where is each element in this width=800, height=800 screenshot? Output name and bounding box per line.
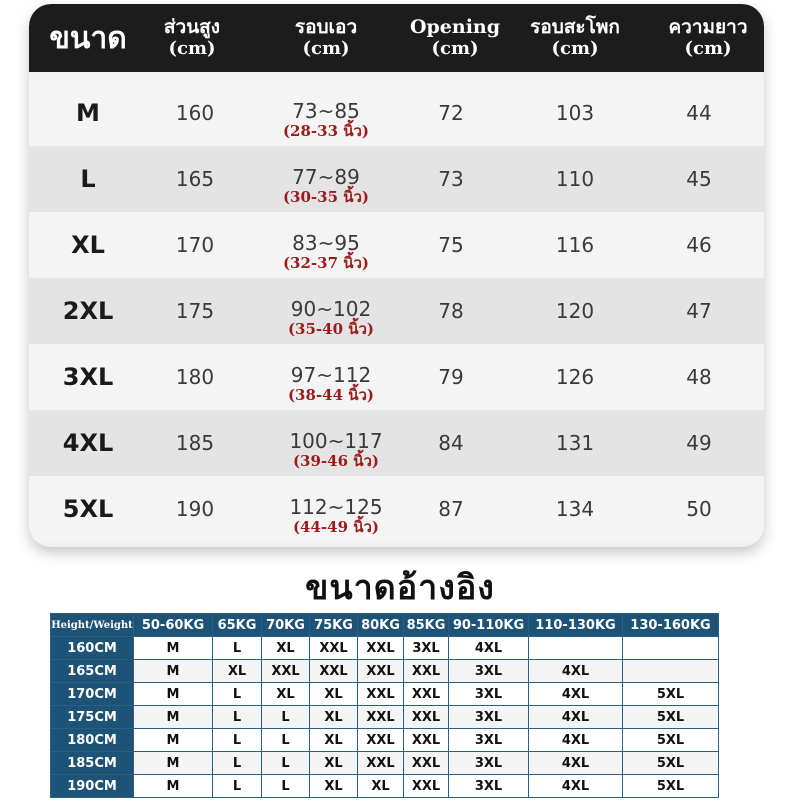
size-cell: 4XL [449, 637, 529, 660]
header-opening [405, 4, 505, 72]
size-cell: XL [310, 775, 358, 798]
reference-row [51, 637, 719, 660]
reference-size-table [50, 613, 719, 798]
size-cell: XL [310, 683, 358, 706]
height-row-header: 190CM [51, 775, 134, 798]
size-cell: XXL [404, 683, 449, 706]
size-cell: XXL [358, 729, 404, 752]
size-cell: XL [310, 729, 358, 752]
hip-value: 120 [555, 299, 595, 323]
size-cell: L [262, 706, 310, 729]
waist-value: 97~112 [290, 363, 372, 387]
length-value: 44 [686, 101, 712, 125]
height-row-header: 175CM [51, 706, 134, 729]
reference-row [51, 775, 719, 798]
waist-value: 112~125 [289, 495, 383, 519]
size-cell: XXL [358, 683, 404, 706]
size-cell: 4XL [529, 729, 623, 752]
size-row-4xl [29, 410, 764, 476]
size-cell: XL [262, 637, 310, 660]
header-hip-label: รอบสะโพก [530, 16, 620, 38]
size-cell: XXL [358, 752, 404, 775]
length-value: 49 [686, 431, 712, 455]
size-cell: L [213, 775, 262, 798]
reference-row [51, 729, 719, 752]
size-cell: 3XL [449, 729, 529, 752]
header-waist [266, 4, 386, 72]
header-length [653, 4, 763, 72]
size-cell: 4XL [529, 660, 623, 683]
size-cell: L [213, 706, 262, 729]
size-cell: 4XL [529, 683, 623, 706]
length-value: 46 [686, 233, 712, 257]
hip-value: 116 [555, 233, 595, 257]
opening-value: 87 [438, 497, 464, 521]
reference-row [51, 706, 719, 729]
size-cell: L [213, 683, 262, 706]
size-cell: XL [358, 775, 404, 798]
size-row-3xl [29, 344, 764, 410]
reference-header-row [51, 614, 719, 637]
size-cell [623, 637, 719, 660]
height-value: 175 [175, 299, 215, 323]
size-cell: XXL [310, 637, 358, 660]
size-row-xl [29, 212, 764, 278]
size-cell: XXL [404, 729, 449, 752]
size-cell: L [262, 729, 310, 752]
height-value: 190 [175, 497, 215, 521]
waist-cell [276, 278, 386, 344]
height-value: 160 [175, 101, 215, 125]
waist-inch: (28-33 นิ้ว) [282, 122, 370, 140]
header-opening-label: Opening [409, 16, 501, 38]
waist-cell [276, 146, 376, 212]
height-row-header: 170CM [51, 683, 134, 706]
size-chart-header [29, 4, 764, 72]
size-cell: XL [310, 706, 358, 729]
size-cell: 4XL [529, 706, 623, 729]
waist-value: 73~85 [292, 99, 360, 123]
size-cell: 5XL [623, 683, 719, 706]
size-label: 4XL [62, 429, 114, 457]
waist-cell [276, 344, 386, 410]
reference-corner-label: Height/Weight [51, 614, 134, 637]
waist-value: 90~102 [290, 297, 372, 321]
size-cell: XXL [404, 752, 449, 775]
height-value: 180 [175, 365, 215, 389]
size-row-l [29, 146, 764, 212]
length-value: 47 [686, 299, 712, 323]
size-chart-card [29, 4, 764, 547]
size-cell: XL [262, 683, 310, 706]
opening-value: 73 [438, 167, 464, 191]
length-value: 45 [686, 167, 712, 191]
size-cell: 5XL [623, 752, 719, 775]
length-value: 48 [686, 365, 712, 389]
size-cell: L [213, 729, 262, 752]
weight-column-header: 65KG [213, 614, 262, 637]
waist-cell [276, 476, 396, 542]
hip-value: 131 [555, 431, 595, 455]
weight-column-header: 70KG [262, 614, 310, 637]
size-cell: XXL [262, 660, 310, 683]
size-cell: M [134, 729, 213, 752]
size-cell: 3XL [449, 660, 529, 683]
hip-value: 126 [555, 365, 595, 389]
waist-cell [276, 410, 396, 476]
waist-inch: (32-37 นิ้ว) [282, 254, 370, 272]
waist-inch: (38-44 นิ้ว) [287, 386, 375, 404]
size-cell: 4XL [529, 775, 623, 798]
weight-column-header: 110-130KG [529, 614, 623, 637]
height-value: 185 [175, 431, 215, 455]
size-cell: XXL [358, 660, 404, 683]
waist-cell [276, 212, 376, 278]
header-hip [515, 4, 635, 72]
height-row-header: 180CM [51, 729, 134, 752]
size-cell: XL [213, 660, 262, 683]
size-cell: M [134, 706, 213, 729]
header-opening-unit: (cm) [431, 38, 479, 59]
size-cell: M [134, 775, 213, 798]
opening-value: 72 [438, 101, 464, 125]
size-row-5xl [29, 476, 764, 542]
size-cell: XXL [404, 660, 449, 683]
size-cell: XXL [358, 637, 404, 660]
weight-column-header: 80KG [358, 614, 404, 637]
size-label: M [76, 99, 100, 127]
waist-cell [276, 80, 376, 146]
header-size: ขนาด [49, 20, 127, 56]
size-label: XL [71, 231, 105, 259]
size-label: 5XL [62, 495, 114, 523]
height-value: 170 [175, 233, 215, 257]
size-cell: L [262, 775, 310, 798]
reference-title: ขนาดอ้างอิง [305, 568, 495, 608]
size-cell: 3XL [404, 637, 449, 660]
size-cell: XXL [310, 660, 358, 683]
opening-value: 75 [438, 233, 464, 257]
size-cell: L [262, 752, 310, 775]
waist-inch: (44-49 นิ้ว) [292, 518, 380, 536]
weight-column-header: 50-60KG [134, 614, 213, 637]
size-cell: 5XL [623, 706, 719, 729]
size-cell: M [134, 660, 213, 683]
size-cell: 3XL [449, 775, 529, 798]
height-row-header: 165CM [51, 660, 134, 683]
hip-value: 134 [555, 497, 595, 521]
size-cell: 5XL [623, 775, 719, 798]
size-row-2xl [29, 278, 764, 344]
size-cell [623, 660, 719, 683]
size-label: 2XL [62, 297, 114, 325]
size-cell: M [134, 637, 213, 660]
weight-column-header: 85KG [404, 614, 449, 637]
weight-column-header: 90-110KG [449, 614, 529, 637]
reference-row [51, 683, 719, 706]
size-cell: L [213, 752, 262, 775]
header-height-label: ส่วนสูง [163, 16, 221, 38]
size-cell: 3XL [449, 683, 529, 706]
size-cell: 3XL [449, 752, 529, 775]
size-cell [529, 637, 623, 660]
waist-value: 77~89 [292, 165, 360, 189]
size-cell: L [213, 637, 262, 660]
header-waist-unit: (cm) [302, 38, 350, 59]
height-row-header: 160CM [51, 637, 134, 660]
waist-value: 100~117 [289, 429, 383, 453]
header-hip-unit: (cm) [551, 38, 599, 59]
reference-row [51, 752, 719, 775]
size-cell: XXL [358, 706, 404, 729]
header-height-unit: (cm) [168, 38, 216, 59]
hip-value: 103 [555, 101, 595, 125]
opening-value: 78 [438, 299, 464, 323]
length-value: 50 [686, 497, 712, 521]
header-waist-label: รอบเอว [294, 16, 358, 38]
header-height [147, 4, 237, 72]
size-cell: XL [310, 752, 358, 775]
size-row-m [29, 80, 764, 146]
height-value: 165 [175, 167, 215, 191]
header-length-unit: (cm) [684, 38, 732, 59]
waist-value: 83~95 [292, 231, 360, 255]
waist-inch: (30-35 นิ้ว) [282, 188, 370, 206]
weight-column-header: 75KG [310, 614, 358, 637]
waist-inch: (35-40 นิ้ว) [287, 320, 375, 338]
size-cell: 5XL [623, 729, 719, 752]
size-cell: XXL [404, 706, 449, 729]
waist-inch: (39-46 นิ้ว) [292, 452, 380, 470]
size-cell: XXL [404, 775, 449, 798]
size-cell: M [134, 752, 213, 775]
size-label: 3XL [62, 363, 114, 391]
reference-row [51, 660, 719, 683]
opening-value: 84 [438, 431, 464, 455]
height-row-header: 185CM [51, 752, 134, 775]
weight-column-header: 130-160KG [623, 614, 719, 637]
hip-value: 110 [555, 167, 595, 191]
size-cell: M [134, 683, 213, 706]
header-length-label: ความยาว [668, 16, 748, 38]
size-cell: 3XL [449, 706, 529, 729]
size-label: L [80, 165, 96, 193]
size-cell: 4XL [529, 752, 623, 775]
opening-value: 79 [438, 365, 464, 389]
